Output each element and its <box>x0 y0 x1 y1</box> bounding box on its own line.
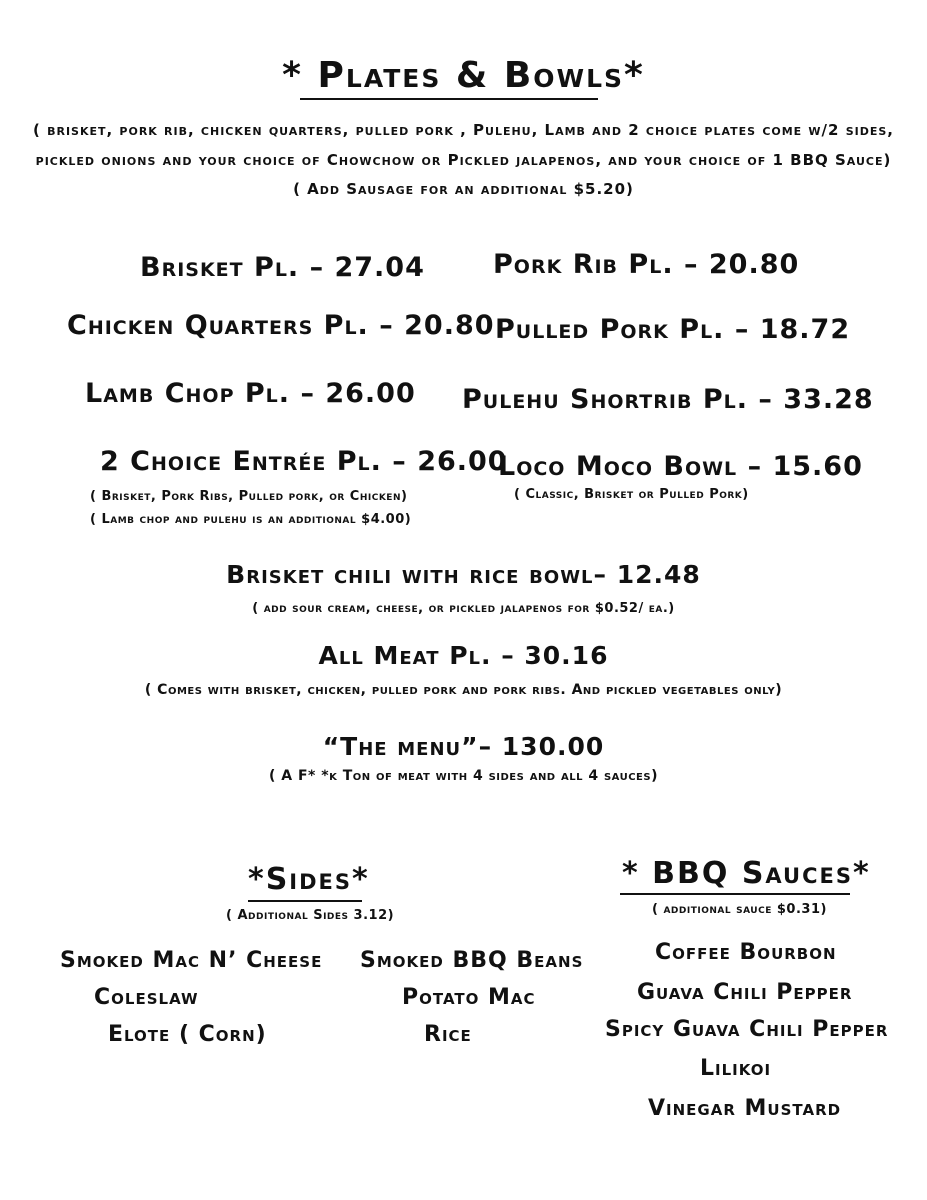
sauces-title: * BBQ Sauces* <box>622 856 871 891</box>
side-item: Smoked Mac N’ Cheese <box>60 948 323 973</box>
side-item: Potato Mac <box>402 985 536 1010</box>
two-choice-plate: 2 Choice Entrée Pl. – 26.00 <box>100 446 508 477</box>
pulled-pork-plate: Pulled Pork Pl. – 18.72 <box>495 314 851 345</box>
side-item: Elote ( Corn) <box>108 1022 267 1047</box>
brisket-plate: Brisket Pl. – 27.04 <box>140 252 425 283</box>
page-title: * Plates & Bowls* <box>282 55 645 96</box>
title-underline <box>300 98 598 100</box>
intro-line-1: ( brisket, pork rib, chicken quarters, pulled pork , Pulehu, Lamb and 2 choice plates come w/2 sides, <box>33 121 894 139</box>
intro-line-2: pickled onions and your choice of Chowchow or Pickled jalapenos, and your choice of 1 BBQ Sauce) <box>35 151 892 169</box>
side-item: Smoked BBQ Beans <box>360 948 584 973</box>
sides-underline <box>248 900 362 902</box>
loco-moco-bowl: Loco Moco Bowl – 15.60 <box>498 451 863 482</box>
sauce-item: Lilikoi <box>700 1056 772 1081</box>
sauce-item: Vinegar Mustard <box>648 1096 842 1121</box>
chicken-quarters-plate: Chicken Quarters Pl. – 20.80 <box>67 310 495 341</box>
two-choice-note-1: ( Brisket, Pork Ribs, Pulled pork, or Chicken) <box>90 489 408 504</box>
sides-title: *Sides* <box>248 862 370 897</box>
brisket-chili-bowl: Brisket chili with rice bowl– 12.48 <box>226 560 701 589</box>
brisket-chili-note: ( add sour cream, cheese, or pickled jalapenos for $0.52/ ea.) <box>252 601 675 616</box>
side-item: Rice <box>424 1022 472 1047</box>
sides-note: ( Additional Sides 3.12) <box>226 908 395 923</box>
lamb-chop-plate: Lamb Chop Pl. – 26.00 <box>85 378 416 409</box>
loco-moco-note: ( Classic, Brisket or Pulled Pork) <box>514 487 749 502</box>
pork-rib-plate: Pork Rib Pl. – 20.80 <box>493 249 800 280</box>
all-meat-note: ( Comes with brisket, chicken, pulled pork and pork ribs. And pickled vegetables only) <box>144 682 783 698</box>
all-meat-plate: All Meat Pl. – 30.16 <box>318 641 609 670</box>
sauce-item: Guava Chili Pepper <box>637 980 853 1005</box>
sauce-item: Spicy Guava Chili Pepper <box>605 1017 889 1042</box>
sauces-note: ( additional sauce $0.31) <box>652 902 827 917</box>
the-menu-note: ( A F* *k Ton of meat with 4 sides and all 4 sauces) <box>269 768 658 784</box>
two-choice-note-2: ( Lamb chop and pulehu is an additional $4.00) <box>90 512 412 527</box>
side-item: Coleslaw <box>94 985 199 1010</box>
sauce-item: Coffee Bourbon <box>655 940 837 965</box>
the-menu-item: “The menu”– 130.00 <box>322 732 605 761</box>
sauces-underline <box>620 893 850 895</box>
intro-line-3: ( Add Sausage for an additional $5.20) <box>293 180 634 198</box>
pulehu-shortrib-plate: Pulehu Shortrib Pl. – 33.28 <box>462 384 874 415</box>
